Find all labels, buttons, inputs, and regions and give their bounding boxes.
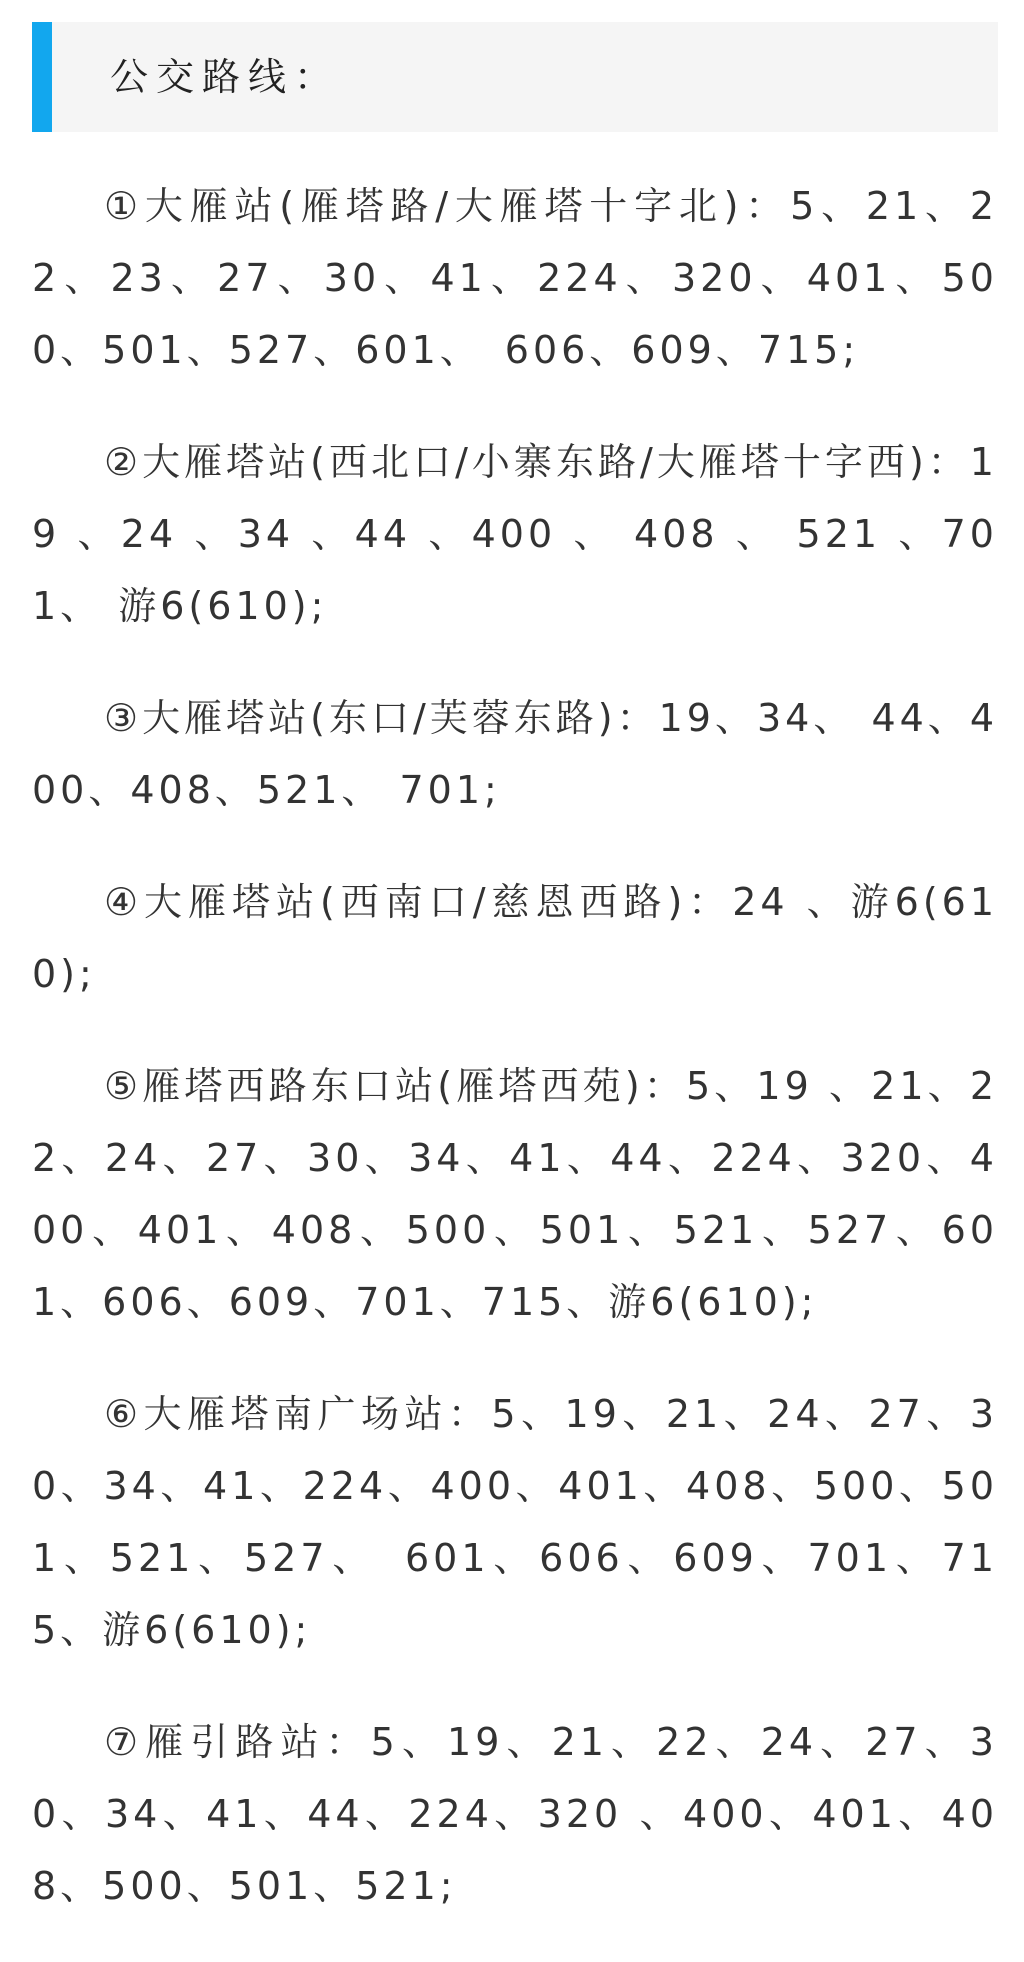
route-item-2: ②大雁塔站(西北口/小寨东路/大雁塔十字西)：19 、24 、34 、44 、400 、 408 、 521 、701、 游6(610); <box>32 440 998 628</box>
route-item-3: ③大雁塔站(东口/芙蓉东路)：19、34、 44、400、408、521、 701; <box>32 696 998 812</box>
route-item-1: ①大雁站(雁塔路/大雁塔十字北)：5、21、22、23、27、30、41、224、320、401、500、501、527、601、 606、609、715; <box>32 184 998 372</box>
section-header <box>32 22 998 132</box>
section-title: 公交路线： <box>110 55 341 99</box>
route-item-7: ⑦雁引路站：5、19、21、22、24、27、30、34、41、44、224、320 、400、401、408、500、501、521; <box>32 1720 998 1908</box>
route-list <box>32 170 998 1962</box>
accent-bar <box>32 22 52 132</box>
route-item-5: ⑤雁塔西路东口站(雁塔西苑)：5、19 、21、22、24、27、30、34、41、44、224、320、400、401、408、500、501、521、527、601、606、609、701、715、游6(610); <box>32 1064 998 1324</box>
route-item-6: ⑥大雁塔南广场站：5、19、21、24、27、30、34、41、224、400、401、408、500、501、521、527、 601、606、609、701、715、游6(610); <box>32 1392 998 1652</box>
route-item-4: ④大雁塔站(西南口/慈恩西路)：24 、游6(610); <box>32 880 998 996</box>
